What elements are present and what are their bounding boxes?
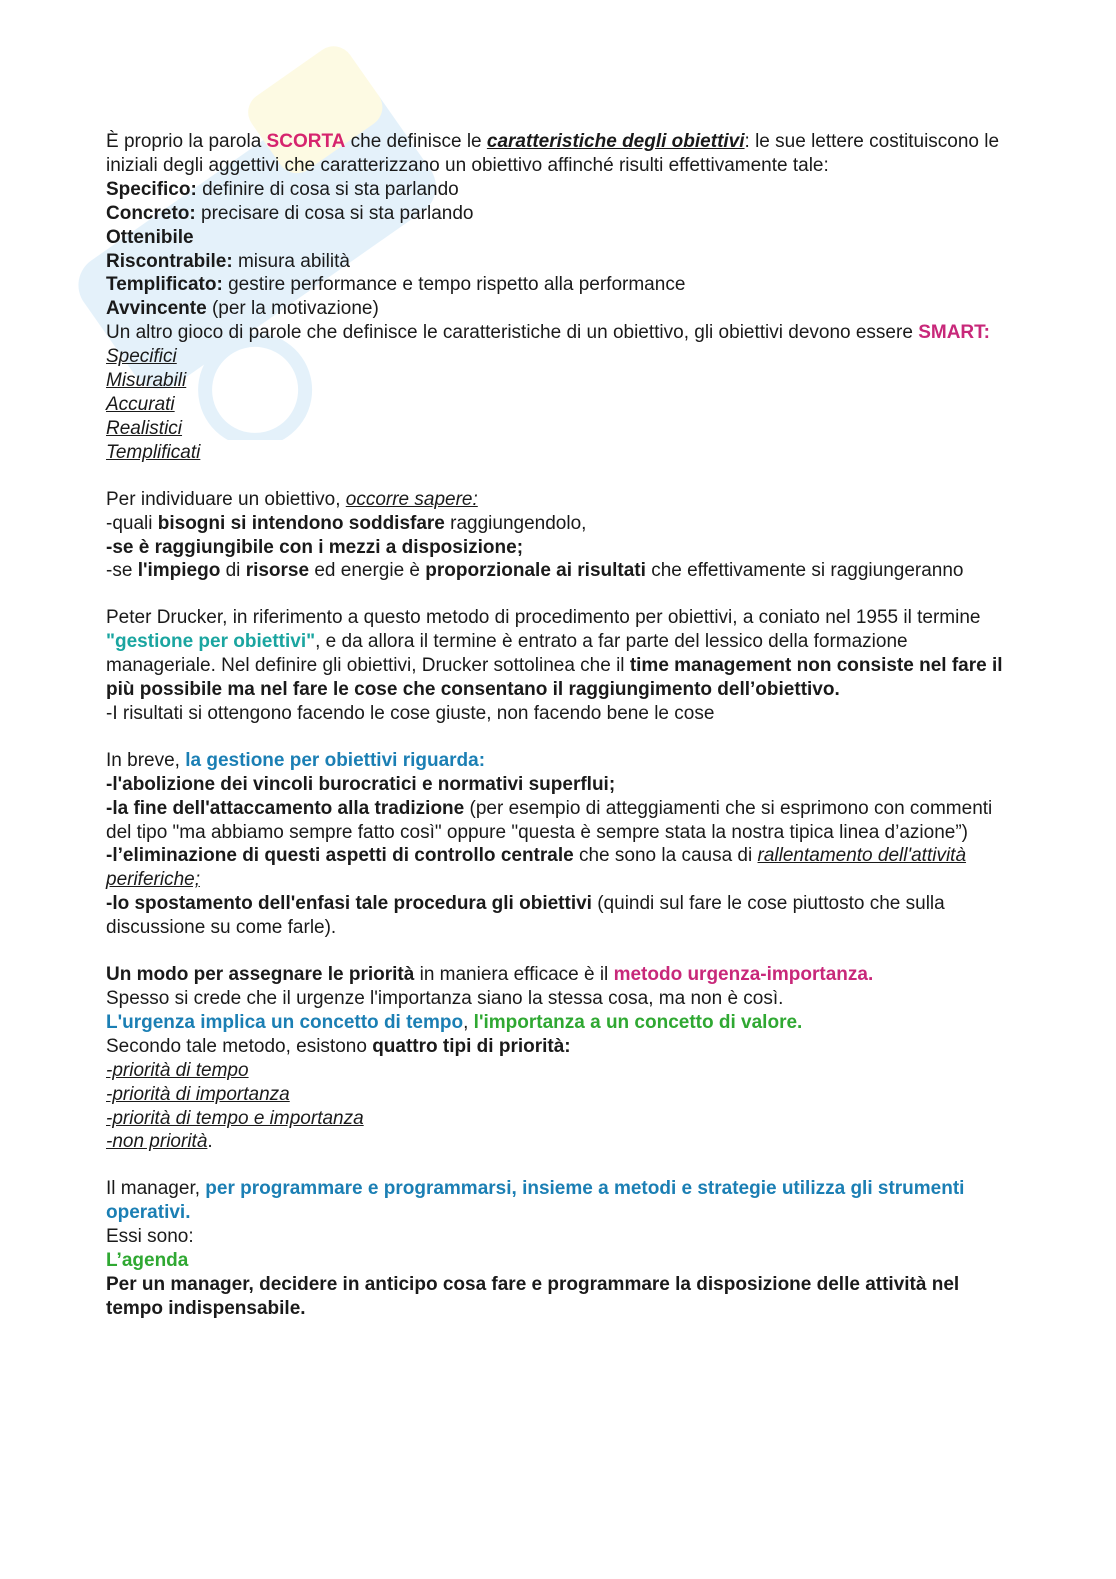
smart-item: Specifici	[106, 346, 177, 368]
breve-line: -la fine dell'attaccamento alla tradizione (per esempio di atteggiamenti che si esprimono con commenti del tipo "ma abbiamo sempre fatto così" oppure "questa è sempre stata la nostra tipica linea d’azione”)	[106, 797, 993, 843]
priorita-intro: Un modo per assegnare le priorità in maniera efficace è il metodo urgenza-importanza.	[106, 964, 874, 986]
caratteristiche-link: caratteristiche degli obiettivi	[486, 131, 745, 152]
drucker-paragraph: Peter Drucker, in riferimento a questo metodo di procedimento per obiettivi, a coniato nel 1955 il termine "gestione per obiettivi", e da allora il termine è entrato a far parte del lessico della formazione manageriale. Nel definire gli obiettivi, Drucker sottolinea che il time management non consiste nel fare il più possibile ma nel fare le cose che consentano il raggiungimento dell’obiettivo.	[106, 607, 1003, 701]
smart-item: Accurati	[106, 393, 175, 415]
breve-line: -l’eliminazione di questi aspetti di controllo centrale che sono la causa di rallentamento dell'attività periferiche;	[106, 845, 967, 891]
individuare-line: -se l'impiego di risorse ed energie è proporzionale ai risultati che effettivamente si raggiungeranno	[106, 560, 964, 582]
gestione-keyword: "gestione per obiettivi"	[106, 631, 316, 653]
breve-line: -l'abolizione dei vincoli burocratici e normativi superflui;	[106, 773, 616, 795]
smart-item: Templificati	[106, 441, 201, 463]
manager-line: Essi sono:	[106, 1226, 194, 1248]
manager-final: Per un manager, decidere in anticipo cosa fare e programmare la disposizione delle attività nel tempo indispensabile.	[106, 1273, 960, 1319]
breve-intro: In breve, la gestione per obiettivi riguarda:	[106, 749, 486, 771]
priorita-item: -priorità di importanza	[106, 1083, 290, 1105]
individuare-intro: Per individuare un obiettivo, occorre sapere:	[106, 488, 478, 510]
manager-intro: Il manager, per programmare e programmarsi, insieme a metodi e strategie utilizza gli strumenti operativi.	[106, 1178, 965, 1224]
priorita-item: -priorità di tempo e importanza	[106, 1107, 364, 1129]
scorta-item: Riscontrabile: misura abilità	[106, 250, 350, 272]
scorta-item: Avvincente (per la motivazione)	[106, 298, 379, 320]
intro-paragraph: È proprio la parola SCORTA che definisce le caratteristiche degli obiettivi: le sue lettere costituiscono le iniziali degli aggettivi che caratterizzano un obiettivo affinché risulti effettivamente tale:	[106, 131, 1000, 176]
priorita-item: -priorità di tempo	[106, 1059, 249, 1081]
smart-keyword: SMART:	[918, 322, 990, 344]
drucker-line: -I risultati si ottengono facendo le cose giuste, non facendo bene le cose	[106, 702, 715, 724]
smart-item: Realistici	[106, 417, 183, 439]
document-page	[106, 130, 1006, 1321]
breve-line: -lo spostamento dell'enfasi tale procedura gli obiettivi (quindi sul fare le cose piuttosto che sulla discussione su come farle).	[106, 893, 945, 939]
priorita-line: L'urgenza implica un concetto di tempo, l'importanza a un concetto di valore.	[106, 1011, 803, 1033]
individuare-line: -quali bisogni si intendono soddisfare raggiungendolo,	[106, 512, 587, 534]
agenda-heading: L’agenda	[106, 1250, 189, 1272]
scorta-item: Concreto: precisare di cosa si sta parlando	[106, 202, 474, 224]
priorita-line: Secondo tale metodo, esistono quattro tipi di priorità:	[106, 1035, 571, 1057]
scorta-item: Templificato: gestire performance e tempo rispetto alla performance	[106, 274, 686, 296]
smart-intro: Un altro gioco di parole che definisce le caratteristiche di un obiettivo, gli obiettivi devono essere SMART:	[106, 322, 990, 344]
scorta-keyword: SCORTA	[266, 131, 346, 152]
scorta-item: Ottenibile	[106, 226, 194, 248]
priorita-line: Spesso si crede che il urgenze l'importanza siano la stessa cosa, ma non è così.	[106, 988, 784, 1009]
priorita-item: -non priorità.	[106, 1131, 213, 1153]
individuare-line: -se è raggiungibile con i mezzi a disposizione;	[106, 536, 524, 558]
smart-item: Misurabili	[106, 370, 187, 392]
scorta-item: Specifico: definire di cosa si sta parlando	[106, 178, 459, 200]
